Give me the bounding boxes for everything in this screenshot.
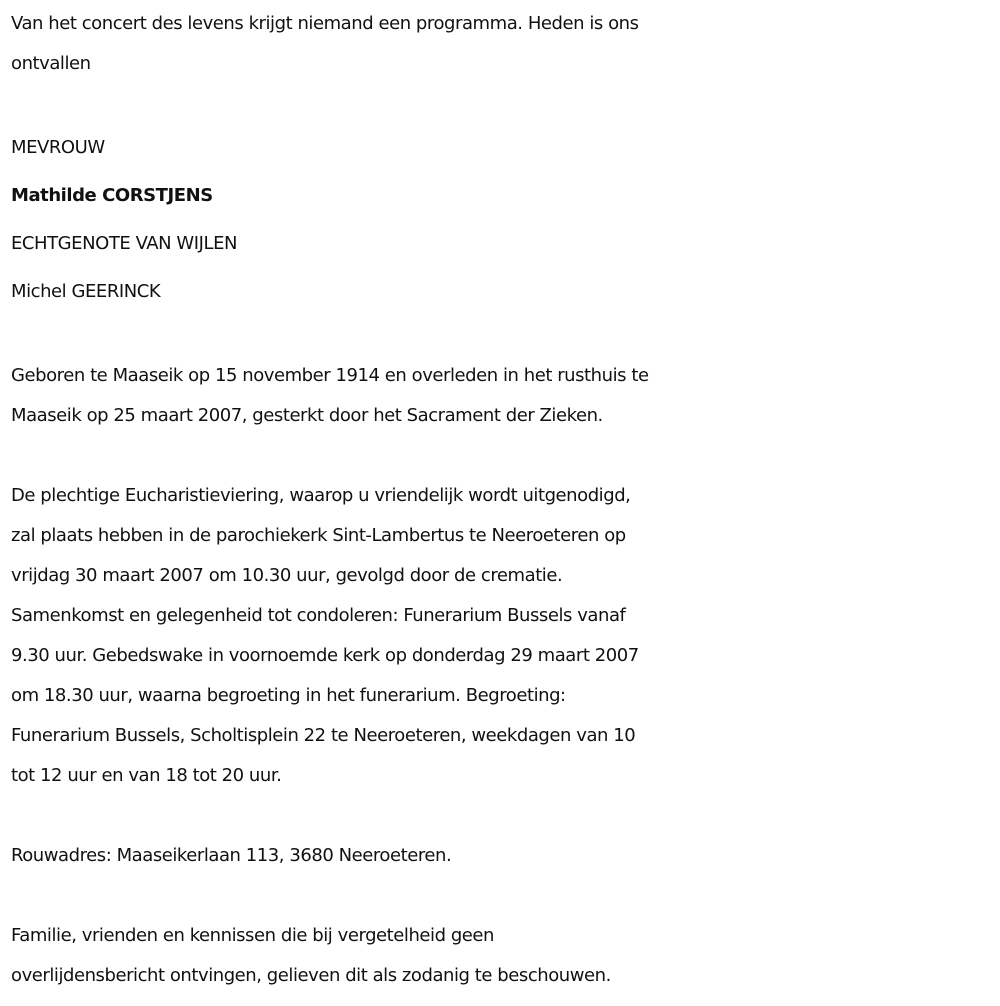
person-name: Mathilde CORSTJENS: [11, 185, 213, 206]
ceremony-line: Samenkomst en gelegenheid tot condoleren: Funerarium Bussels vanaf: [11, 605, 626, 626]
ceremony-line: zal plaats hebben in de parochiekerk Sint-Lambertus te Neeroeteren op: [11, 525, 626, 546]
ceremony-line: 9.30 uur. Gebedswake in voornoemde kerk op donderdag 29 maart 2007: [11, 645, 639, 666]
closing-line: Familie, vrienden en kennissen die bij vergetelheid geen: [11, 925, 495, 946]
paragraph-gap: [11, 316, 996, 356]
ceremony-paragraph: [11, 476, 996, 796]
intro-line: Van het concert des levens krijgt niemand een programma. Heden is ons: [11, 13, 639, 34]
closing-paragraph: [11, 916, 996, 996]
birth-death-paragraph: [11, 356, 996, 436]
birth-death-line: Geboren te Maaseik op 15 november 1914 en overleden in het rusthuis te: [11, 365, 649, 386]
mourning-address: Rouwadres: Maaseikerlaan 113, 3680 Neeroeteren.: [11, 845, 452, 866]
obituary-document: [11, 4, 996, 996]
paragraph-gap: [11, 436, 996, 476]
paragraph-gap: [11, 796, 996, 836]
closing-line: overlijdensbericht ontvingen, gelieven dit als zodanig te beschouwen.: [11, 965, 611, 986]
birth-death-line: Maaseik op 25 maart 2007, gesterkt door het Sacrament der Zieken.: [11, 405, 603, 426]
person-block: [11, 124, 996, 316]
ceremony-line: om 18.30 uur, waarna begroeting in het funerarium. Begroeting:: [11, 685, 566, 706]
person-relation: ECHTGENOTE VAN WIJLEN: [11, 233, 238, 254]
intro-line: ontvallen: [11, 53, 91, 74]
ceremony-line: tot 12 uur en van 18 tot 20 uur.: [11, 765, 282, 786]
paragraph-gap: [11, 84, 996, 124]
ceremony-line: vrijdag 30 maart 2007 om 10.30 uur, gevolgd door de crematie.: [11, 565, 563, 586]
paragraph-gap: [11, 876, 996, 916]
ceremony-line: De plechtige Eucharistieviering, waarop u vriendelijk wordt uitgenodigd,: [11, 485, 631, 506]
person-title: MEVROUW: [11, 137, 105, 158]
ceremony-line: Funerarium Bussels, Scholtisplein 22 te Neeroeteren, weekdagen van 10: [11, 725, 636, 746]
spouse-name: Michel GEERINCK: [11, 281, 161, 302]
intro-paragraph: [11, 4, 996, 84]
